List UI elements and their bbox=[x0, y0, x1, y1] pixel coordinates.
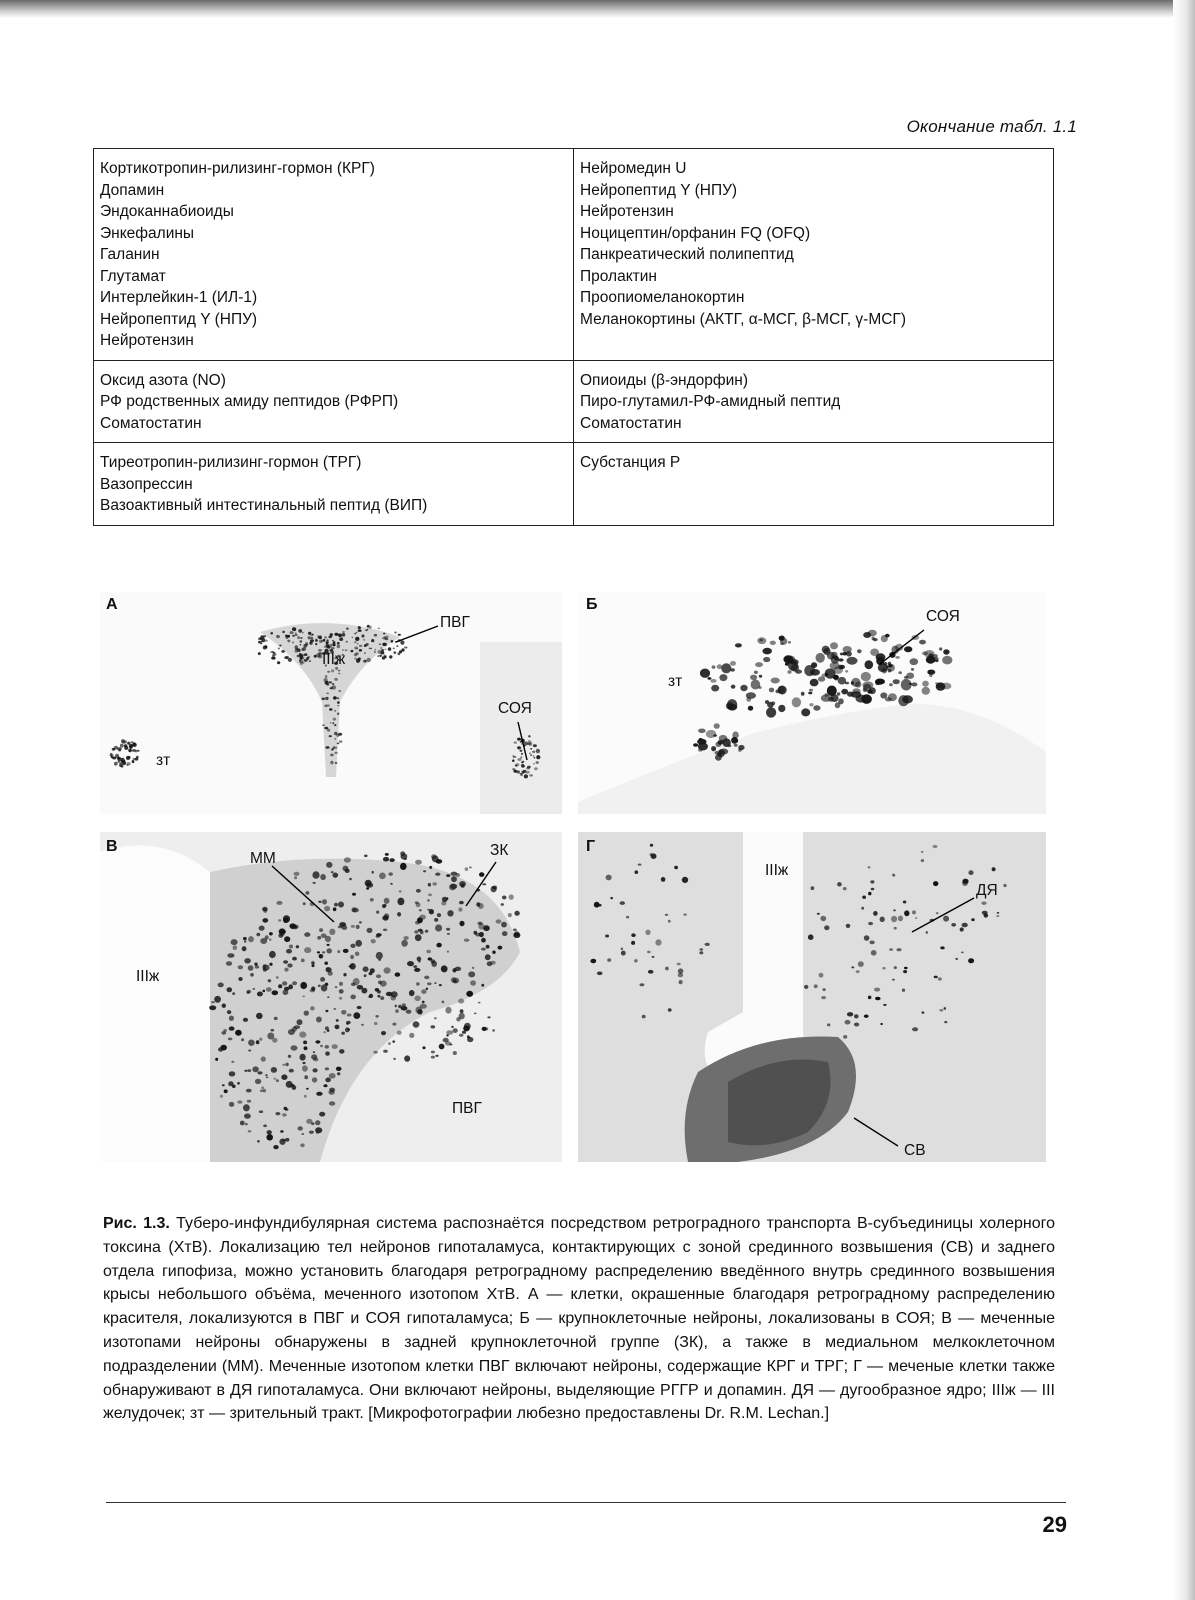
table-cell-right bbox=[574, 149, 1054, 361]
table-cell-line: Кортикотропин-рилизинг-гормон (КРГ) bbox=[100, 160, 375, 177]
panel-b-label-zt: зт bbox=[668, 673, 683, 690]
figure-caption-label: Рис. 1.3. bbox=[103, 1215, 170, 1232]
panel-c-label-pvg: ПВГ bbox=[452, 1100, 482, 1117]
table-cell-line: Допамин bbox=[100, 181, 165, 199]
table-cell-line: Нейромедин U bbox=[580, 160, 687, 177]
table-cell-line: Энкефалины bbox=[100, 224, 195, 242]
table-cell-line: Соматостатин bbox=[100, 414, 202, 432]
table-cell-right bbox=[574, 360, 1054, 443]
panel-c-letter: В bbox=[106, 838, 118, 855]
panel-b-label-soya: СОЯ bbox=[926, 608, 960, 625]
table-cell-line: Вазопрессин bbox=[100, 475, 193, 493]
table-cell-line: Галанин bbox=[100, 246, 160, 263]
table-cell-line: Тиреотропин-рилизинг-гормон (ТРГ) bbox=[100, 454, 362, 471]
table-cell-line: Меланокортины (АКТГ, α-МСГ, β-МСГ, γ-МСГ) bbox=[580, 310, 906, 328]
table-cell-line: РФ родственных амиду пептидов (РФРП) bbox=[100, 393, 399, 410]
page-edge-shadow bbox=[1173, 0, 1195, 1600]
table-cell-line: Оксид азота (NO) bbox=[100, 371, 226, 389]
panel-c-label-mm: ММ bbox=[250, 850, 276, 867]
panel-d-label-dya: ДЯ bbox=[976, 882, 998, 899]
micrograph-b-image bbox=[578, 592, 1046, 814]
table-cell-right bbox=[574, 443, 1054, 526]
table-cell-line: Соматостатин bbox=[580, 414, 682, 432]
panel-a-letter: А bbox=[106, 596, 118, 613]
table-cell-line: Субстанция Р bbox=[580, 454, 681, 471]
panel-a-label-pvg: ПВГ bbox=[440, 614, 470, 631]
panel-a-label-soya: СОЯ bbox=[498, 700, 532, 717]
page-top-shadow bbox=[0, 0, 1195, 18]
table-cell-line: Опиоиды (β-эндорфин) bbox=[580, 371, 749, 389]
table-cell-line: Глутамат bbox=[100, 267, 166, 285]
table-cell-line: Нейротензин bbox=[100, 332, 194, 349]
panel-c-label-ventricle: IIIж bbox=[136, 968, 160, 985]
table-cell-left bbox=[94, 149, 574, 361]
table-cell-line: Нейротензин bbox=[580, 203, 674, 220]
micrograph-panel-c bbox=[100, 832, 562, 1162]
table-cell-line: Нейропептид Y (НПУ) bbox=[100, 310, 258, 328]
panel-d-letter: Г bbox=[586, 838, 596, 855]
table-row bbox=[94, 149, 1054, 361]
table-cell-line: Пиро-глутамил-РФ-амидный пептид bbox=[580, 393, 841, 410]
panel-d-label-ventricle: IIIж bbox=[765, 862, 789, 879]
panel-a-label-ventricle: IIIж bbox=[322, 651, 346, 668]
micrograph-panel-b bbox=[578, 592, 1046, 814]
panel-b-letter: Б bbox=[586, 596, 598, 613]
table-cell-line: Интерлейкин-1 (ИЛ-1) bbox=[100, 289, 258, 306]
table-cell-line: Вазоактивный интестинальный пептид (ВИП) bbox=[100, 497, 428, 514]
table-row bbox=[94, 443, 1054, 526]
table-cell-line: Эндоканнабиоиды bbox=[100, 203, 234, 220]
table-row bbox=[94, 360, 1054, 443]
micrograph-panel-a bbox=[100, 592, 562, 814]
footer-rule bbox=[106, 1502, 1066, 1503]
panel-d-label-sv: СВ bbox=[904, 1142, 926, 1159]
table-continuation-caption: Окончание табл. 1.1 bbox=[906, 117, 1077, 136]
figure-caption bbox=[103, 1212, 1055, 1426]
table-cell-line: Нейропептид Y (НПУ) bbox=[580, 181, 738, 199]
panel-c-label-zk: ЗК bbox=[490, 842, 509, 859]
page-number: 29 bbox=[1042, 1512, 1067, 1537]
table-cell-line: Пролактин bbox=[580, 267, 657, 285]
micrograph-a-image bbox=[100, 592, 562, 814]
figure-caption-text: Туберо-инфундибулярная система распознаётся посредством ретроградного транспорта В-субъединицы холерного токсина (ХтВ). Локализацию тел нейронов гипоталамуса, контактирующих с зоной срединного возвышения (СВ) и заднего отдела гипофиза, можно установить благодаря ретроградному распределению введённого внутрь срединного возвышения крысы небольшого объёма, меченного изотопом ХтВ. А — клетки, окрашенные благодаря ретроградному распределению красителя, локализуются в ПВГ и СОЯ гипоталамуса; Б — крупноклеточные нейроны, локализованы в СОЯ; В — меченные изотопами нейроны обнаружены в задней крупноклеточной группе (ЗК), а также в медиальном мелкоклеточном подразделении (ММ). Меченные изотопом клетки ПВГ включают нейроны, содержащие КРГ и ТРГ; Г — меченые клетки также обнаруживают в ДЯ гипоталамуса. Они включают нейроны, выделяющие РГГР и допамин. ДЯ — дугообразное ядро; IIIж — III желудочек; зт — зрительный тракт. [Микрофотографии любезно предоставлены Dr. R.M. Lechan.] bbox=[103, 1215, 1055, 1423]
micrograph-c-image bbox=[100, 832, 562, 1162]
table-cell-left bbox=[94, 360, 574, 443]
table-cell-line: Ноцицептин/орфанин FQ (OFQ) bbox=[580, 224, 811, 242]
panel-a-label-zt: зт bbox=[156, 752, 171, 769]
table-cell-line: Панкреатический полипептид bbox=[580, 246, 794, 263]
table-cell-left bbox=[94, 443, 574, 526]
peptide-table bbox=[93, 148, 1054, 526]
table-cell-line: Проопиомеланокортин bbox=[580, 289, 745, 306]
